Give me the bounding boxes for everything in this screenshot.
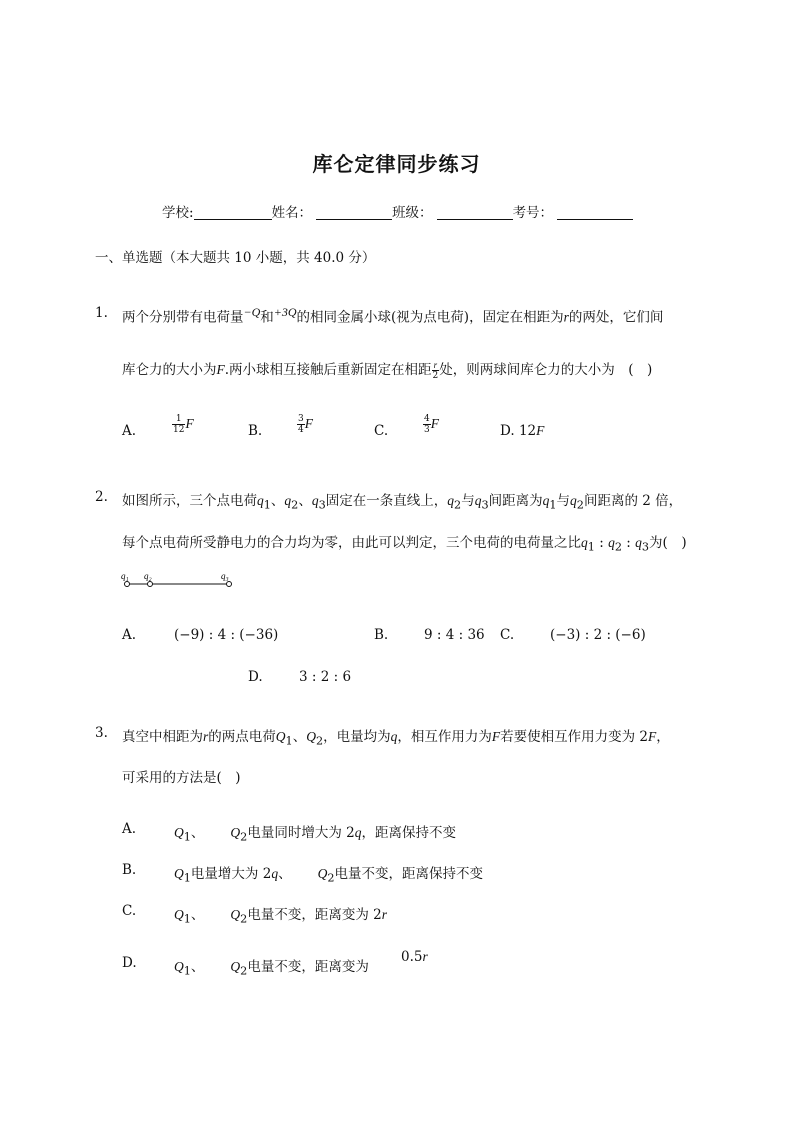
q2-line1: 如图所示，三个点电荷$q_1$、$q_2$、$q_3$固定在一条直线上，$q_2$与$q_3$间距离为$q_1$与$q_2$间距离的 2 倍， [122,493,683,512]
school-blank[interactable] [194,205,272,220]
charge-q3-point [227,582,232,587]
q1-option-b[interactable]: B. [248,423,263,439]
q1-option-b-value: $\frac{3}{4}$ F [298,414,313,435]
q3-option-a[interactable]: A. [122,821,137,837]
q3-line1: 真空中相距为r的两点电荷$Q_1$、$Q_2$，电量均为q，相互作用力为F若要使相互作用力变为 2F， [122,729,670,748]
q1-number: 1. [95,305,108,321]
q1-charge2: +3Q [273,305,297,319]
q3-option-d[interactable]: D. [122,955,137,971]
q3-option-c-value: $Q_1$、 $Q_2$电量不变，距离变为 2r [174,907,387,926]
q3-option-d-distance: 0.5r [401,949,428,965]
q2-charges-figure [118,570,238,592]
exam-no-label: 考号： [512,205,554,221]
q3-option-b-value: $Q_1$电量增大为 2q、 $Q_2$电量不变，距离保持不变 [174,866,483,885]
q2-option-b-value: 9 : 4 : 36 [424,627,485,643]
q1-option-c[interactable]: C. [374,423,389,439]
q2-option-b[interactable]: B. [374,627,389,643]
q3-option-c[interactable]: C. [122,903,137,919]
section-heading: 一、单选题（本大题共 10 小题，共 40.0 分） [95,250,376,266]
name-blank[interactable] [316,205,392,220]
q1-option-c-value: $\frac{4}{3}$ F [424,414,439,435]
q1-option-a-value: $\frac{1}{12}$ F [173,414,194,435]
charge-q1-point [125,582,130,587]
q3-line2: 可采用的方法是( ) [122,770,241,786]
class-blank[interactable] [437,205,513,220]
student-info-line [162,201,633,221]
class-label: 班级： [392,205,433,221]
figure-label-q2: q₂ [144,571,152,581]
q2-option-c[interactable]: C. [500,627,515,643]
q2-number: 2. [95,489,108,505]
q1-option-d[interactable]: D. 12F [500,423,545,439]
q2-option-a[interactable]: A. [122,627,137,643]
q3-option-b[interactable]: B. [122,862,137,878]
q1-option-a[interactable]: A. [122,423,137,439]
school-label: 学校: [162,205,194,221]
q2-option-a-value: (−9) : 4 : (−36) [174,627,279,643]
q1-fraction: $\frac{r}{2}$ [432,360,439,381]
q1-line1: 两个分别带有电荷量$^{-Q}$和$^{+3Q}$的相同金属小球(视为点电荷)，固定在相距为r的两处，它们间 [122,305,664,326]
exam-no-blank[interactable] [557,205,633,220]
figure-label-q1: q₁ [121,571,129,581]
q2-line2: 每个点电荷所受静电力的合力均为零，由此可以判定，三个电荷的电荷量之比$q_1$ : $q_2$ : $q_3$为( ) [122,535,687,554]
name-label: 姓名： [271,205,313,221]
q3-number: 3. [95,725,108,741]
charge-q2-point [148,582,153,587]
q2-option-c-value: (−3) : 2 : (−6) [550,627,646,643]
q3-option-a-value: $Q_1$、 $Q_2$电量同时增大为 2q，距离保持不变 [174,825,456,844]
q3-option-d-value: $Q_1$、 $Q_2$电量不变，距离变为 [174,959,369,978]
q2-option-d-value: 3 : 2 : 6 [299,669,352,685]
q1-charge1: −Q [243,305,261,319]
q1-line2: 库仑力的大小为F.两小球相互接触后重新固定在相距 $\frac{r}{2}$ 处，则两球间库仑力的大小为 ( ) [122,360,653,381]
page-title: 库仑定律同步练习 [312,152,481,176]
q2-option-d[interactable]: D. [248,669,263,685]
figure-label-q3: q₃ [221,571,229,581]
